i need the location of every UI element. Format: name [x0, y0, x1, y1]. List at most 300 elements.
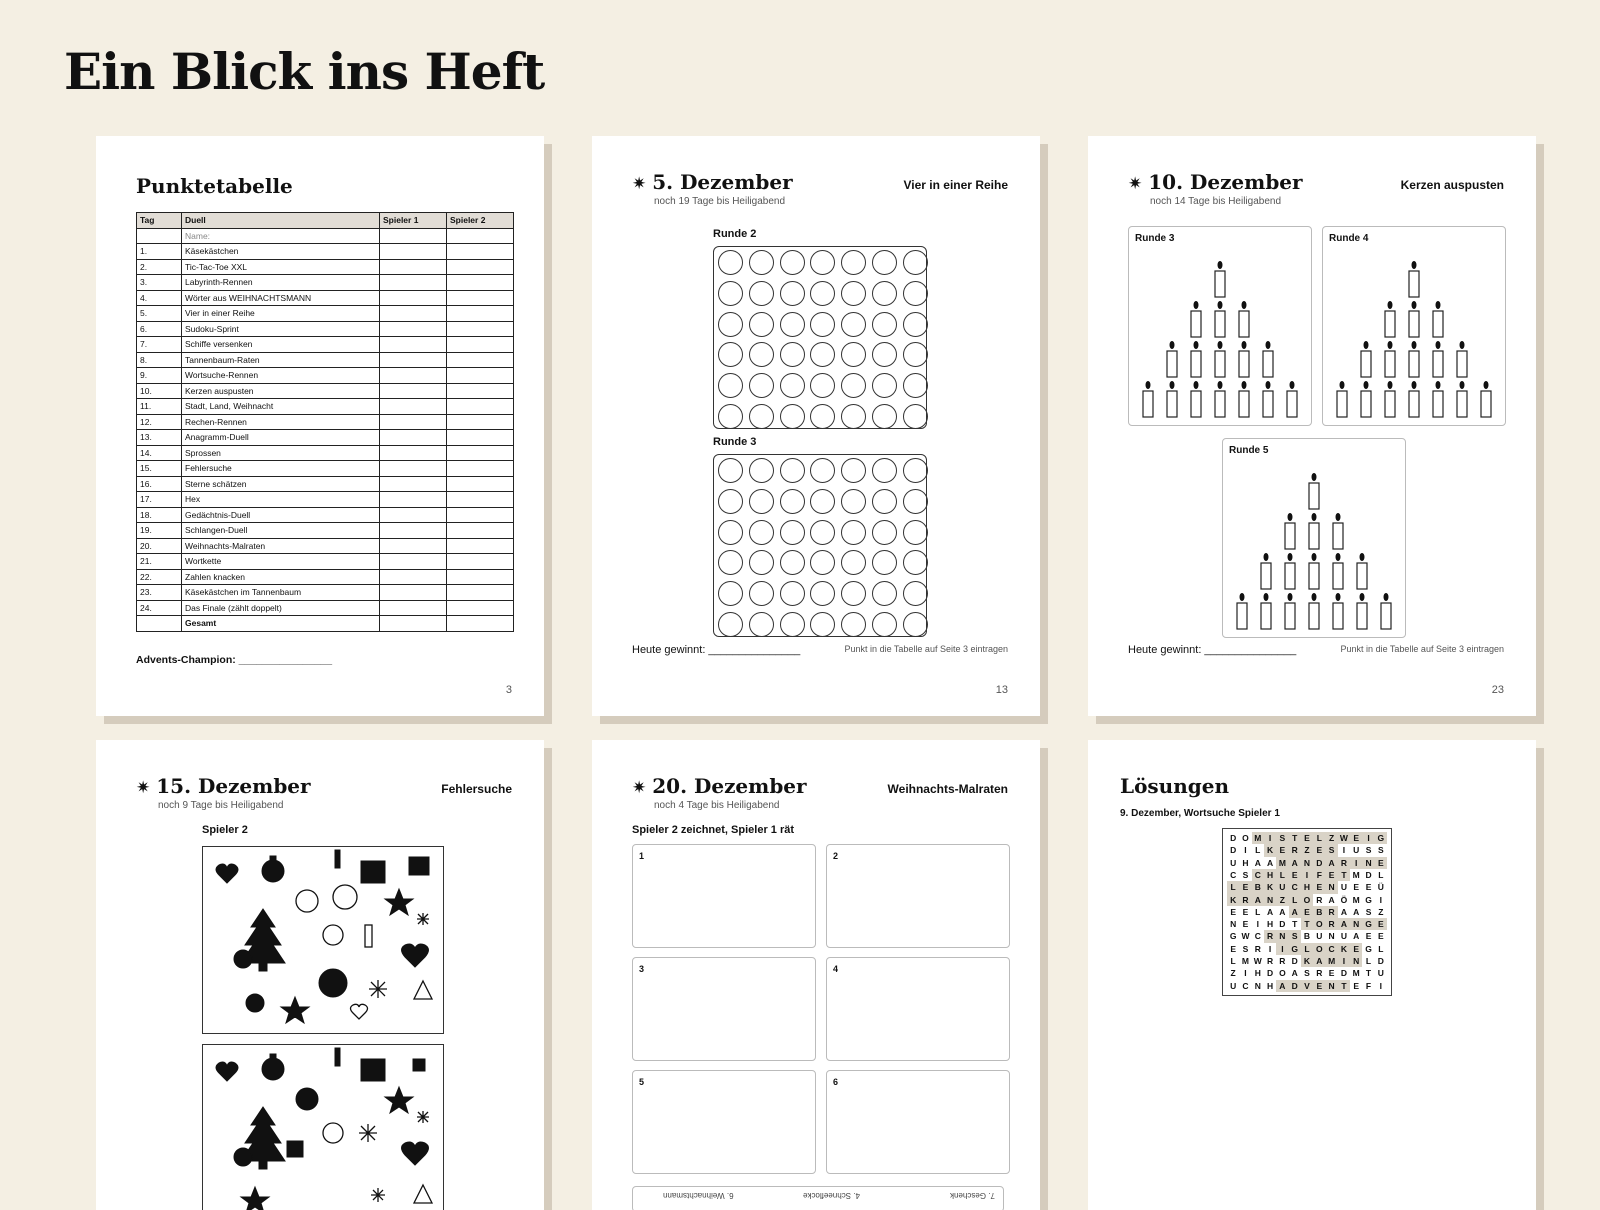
- column-header: Spieler 1: [380, 213, 447, 229]
- candle-icon: [1239, 341, 1249, 377]
- grid-letter: A: [1338, 918, 1350, 930]
- days-until-christmas: noch 14 Tage bis Heiligabend: [1150, 196, 1282, 207]
- board-hole: [749, 489, 774, 514]
- table-row: [137, 600, 514, 616]
- grid-letter: E: [1365, 882, 1372, 893]
- grid-letter: V: [1301, 980, 1313, 992]
- table-cell: 21.: [137, 554, 182, 570]
- board-hole: [810, 520, 835, 545]
- grid-letter: U: [1340, 882, 1347, 893]
- player-label: Spieler 2: [202, 824, 248, 836]
- table-cell: 17.: [137, 492, 182, 508]
- board-hole: [841, 312, 866, 337]
- table-cell: [380, 523, 447, 539]
- grid-letter: T: [1289, 832, 1301, 844]
- candle-icon: [1433, 341, 1443, 377]
- grid-letter: O: [1313, 918, 1325, 930]
- grid-letter: R: [1316, 894, 1323, 905]
- board-hole: [872, 250, 897, 275]
- days-until-christmas: noch 9 Tage bis Heiligabend: [158, 800, 284, 811]
- table-row: [137, 507, 514, 523]
- table-cell: [137, 616, 182, 632]
- grid-letter: G: [1362, 918, 1374, 930]
- grid-letter: G: [1365, 943, 1372, 954]
- grid-letter: K: [1227, 894, 1239, 906]
- candle-pyramid: [1129, 227, 1311, 425]
- candle-icon: [1191, 341, 1201, 377]
- grid-letter: A: [1325, 857, 1337, 869]
- grid-letter: C: [1252, 869, 1264, 881]
- grid-letter: D: [1267, 968, 1274, 979]
- grid-letter: H: [1254, 968, 1261, 979]
- table-cell: [447, 414, 514, 430]
- grid-letter: W: [1253, 956, 1262, 967]
- candle-icon: [1457, 341, 1467, 377]
- board-hole: [810, 458, 835, 483]
- preview-page-dec-10: [1088, 136, 1536, 716]
- grid-letter: K: [1301, 955, 1313, 967]
- table-row: [137, 321, 514, 337]
- board-hole: [810, 581, 835, 606]
- box-number: 4: [833, 964, 839, 974]
- table-cell: 15.: [137, 461, 182, 477]
- candle-icon: [1215, 261, 1225, 297]
- grid-letter: A: [1328, 894, 1335, 905]
- grid-letter: L: [1365, 956, 1372, 967]
- candle-icon: [1309, 473, 1319, 509]
- grid-letter: I: [1301, 869, 1313, 881]
- grid-letter: I: [1379, 980, 1383, 991]
- table-row: [137, 337, 514, 353]
- board-hole: [718, 550, 743, 575]
- grid-letter: I: [1342, 845, 1346, 856]
- table-cell: [380, 259, 447, 275]
- grid-letter: N: [1328, 931, 1335, 942]
- board-hole: [903, 458, 928, 483]
- board-hole: [872, 458, 897, 483]
- winner-line: Heute gewinnt: _______________: [632, 644, 801, 656]
- grid-letter: R: [1267, 956, 1274, 967]
- grid-letter: Ö: [1340, 894, 1348, 905]
- table-row: [137, 414, 514, 430]
- grid-letter: E: [1289, 869, 1301, 881]
- table-cell: [380, 492, 447, 508]
- table-cell: Wörter aus WEIHNACHTSMANN: [182, 290, 380, 306]
- grid-letter: R: [1279, 956, 1286, 967]
- board-hole: [903, 489, 928, 514]
- page-title: Punktetabelle: [136, 174, 293, 198]
- grid-letter: U: [1230, 980, 1237, 991]
- board-hole: [872, 520, 897, 545]
- christmas-symbols-image: [203, 1045, 443, 1210]
- connect-four-board: [713, 246, 927, 429]
- candle-icon: [1261, 553, 1271, 589]
- table-cell: [380, 306, 447, 322]
- grid-letter: N: [1254, 980, 1261, 991]
- table-cell: [380, 337, 447, 353]
- grid-letter: M: [1276, 857, 1288, 869]
- page-number: 23: [1491, 684, 1504, 696]
- board-hole: [841, 520, 866, 545]
- board-hole: [780, 250, 805, 275]
- table-row: [137, 275, 514, 291]
- table-cell: [380, 414, 447, 430]
- table-cell: [447, 352, 514, 368]
- grid-letter: A: [1340, 906, 1347, 917]
- table-row: [137, 554, 514, 570]
- table-cell: Rechen-Rennen: [182, 414, 380, 430]
- answer-text: 4. Schneeflocke: [803, 1191, 860, 1200]
- grid-letter: S: [1365, 906, 1372, 917]
- grid-letter: C: [1254, 931, 1261, 942]
- table-cell: Tannenbaum-Raten: [182, 352, 380, 368]
- table-cell: [447, 538, 514, 554]
- table-cell: Käsekästchen im Tannenbaum: [182, 585, 380, 601]
- game-name: Vier in einer Reihe: [903, 178, 1008, 192]
- table-cell: [380, 445, 447, 461]
- grid-letter: U: [1276, 881, 1288, 893]
- grid-letter: H: [1301, 881, 1313, 893]
- board-hole: [718, 281, 743, 306]
- drawing-box: [632, 844, 816, 948]
- grid-letter: U: [1377, 968, 1384, 979]
- table-cell: Sudoku-Sprint: [182, 321, 380, 337]
- candle-icon: [1285, 513, 1295, 549]
- grid-letter: U: [1340, 931, 1347, 942]
- game-name: Weihnachts-Malraten: [887, 782, 1008, 796]
- grid-letter: O: [1279, 968, 1286, 979]
- candle-icon: [1215, 301, 1225, 337]
- table-cell: Zahlen knacken: [182, 569, 380, 585]
- grid-letter: G: [1375, 832, 1387, 844]
- board-hole: [749, 581, 774, 606]
- board-hole: [749, 612, 774, 637]
- board-hole: [780, 342, 805, 367]
- grid-letter: Z: [1230, 968, 1236, 979]
- table-cell: 9.: [137, 368, 182, 384]
- board-hole: [903, 404, 928, 429]
- grid-letter: S: [1276, 832, 1288, 844]
- candle-icon: [1263, 341, 1273, 377]
- star-icon: ✷: [632, 174, 647, 194]
- grid-letter: U: [1316, 931, 1323, 942]
- board-hole: [810, 312, 835, 337]
- table-cell: [380, 383, 447, 399]
- grid-letter: Z: [1325, 832, 1337, 844]
- table-note: Punkt in die Tabelle auf Seite 3 eintragen: [844, 644, 1008, 654]
- table-cell: Kerzen auspusten: [182, 383, 380, 399]
- table-cell: 11.: [137, 399, 182, 415]
- table-cell: [447, 507, 514, 523]
- table-cell: 22.: [137, 569, 182, 585]
- candle-icon: [1361, 341, 1371, 377]
- table-row: [137, 430, 514, 446]
- table-cell: Wortkette: [182, 554, 380, 570]
- word-search-grid: [1222, 828, 1392, 996]
- table-cell: [380, 616, 447, 632]
- grid-letter: N: [1350, 918, 1362, 930]
- table-cell: [447, 523, 514, 539]
- round-label: Runde 2: [713, 228, 757, 240]
- table-cell: Hex: [182, 492, 380, 508]
- table-cell: [447, 445, 514, 461]
- candle-icon: [1333, 513, 1343, 549]
- board-hole: [749, 342, 774, 367]
- board-hole: [841, 342, 866, 367]
- table-cell: [380, 569, 447, 585]
- grid-letter: F: [1365, 980, 1372, 991]
- grid-letter: L: [1227, 881, 1239, 893]
- grid-letter: D: [1289, 980, 1301, 992]
- page-headline: Ein Blick ins Heft: [64, 42, 545, 101]
- box-number: 6: [833, 1077, 839, 1087]
- grid-letter: E: [1350, 832, 1362, 844]
- grid-letter: L: [1289, 894, 1301, 906]
- box-number: 5: [639, 1077, 645, 1087]
- board-hole: [903, 281, 928, 306]
- board-hole: [810, 612, 835, 637]
- candle-icon: [1215, 341, 1225, 377]
- day-title-text: 20. Dezember: [652, 774, 807, 798]
- board-hole: [872, 281, 897, 306]
- board-hole: [872, 312, 897, 337]
- table-cell: Gedächtnis-Duell: [182, 507, 380, 523]
- page-number: 3: [505, 684, 512, 696]
- grid-letter: E: [1230, 943, 1236, 954]
- grid-letter: E: [1239, 881, 1251, 893]
- drawing-box: [826, 844, 1010, 948]
- board-hole: [749, 281, 774, 306]
- grid-letter: M: [1241, 956, 1249, 967]
- candle-icon: [1167, 341, 1177, 377]
- candle-icon: [1287, 381, 1297, 417]
- board-hole: [841, 612, 866, 637]
- table-row: [137, 538, 514, 554]
- drawing-box: [632, 1070, 816, 1174]
- table-cell: [380, 507, 447, 523]
- score-table: [136, 212, 514, 632]
- candle-icon: [1309, 593, 1319, 629]
- page-title: Lösungen: [1120, 774, 1229, 798]
- grid-letter: E: [1242, 919, 1249, 930]
- grid-letter: I: [1338, 955, 1350, 967]
- star-icon: ✷: [1128, 174, 1143, 194]
- table-cell: Stadt, Land, Weihnacht: [182, 399, 380, 415]
- candle-icon: [1409, 381, 1419, 417]
- table-cell: [447, 259, 514, 275]
- grid-letter: A: [1267, 857, 1274, 868]
- grid-letter: E: [1301, 906, 1313, 918]
- candle-icon: [1357, 553, 1367, 589]
- grid-letter: N: [1301, 857, 1313, 869]
- board-hole: [749, 458, 774, 483]
- grid-letter: Z: [1276, 894, 1288, 906]
- table-cell: [447, 569, 514, 585]
- board-hole: [872, 404, 897, 429]
- grid-letter: M: [1352, 869, 1360, 880]
- picture-a: [202, 846, 444, 1034]
- grid-letter: A: [1276, 980, 1288, 992]
- grid-letter: G: [1229, 931, 1237, 942]
- table-cell: 3.: [137, 275, 182, 291]
- preview-page-dec-15: [96, 740, 544, 1210]
- grid-letter: D: [1230, 845, 1237, 856]
- board-hole: [872, 612, 897, 637]
- day-title-text: 10. Dezember: [1148, 170, 1303, 194]
- table-cell: [380, 228, 447, 244]
- board-hole: [780, 489, 805, 514]
- board-hole: [749, 404, 774, 429]
- grid-letter: L: [1255, 906, 1261, 917]
- grid-letter: H: [1267, 919, 1274, 930]
- grid-letter: A: [1252, 894, 1264, 906]
- grid-letter: O: [1301, 894, 1313, 906]
- grid-letter: U: [1353, 845, 1360, 856]
- board-hole: [841, 404, 866, 429]
- table-row: [137, 244, 514, 260]
- board-hole: [718, 520, 743, 545]
- table-cell: 10.: [137, 383, 182, 399]
- candle-icon: [1357, 593, 1367, 629]
- grid-letter: C: [1289, 881, 1301, 893]
- board-hole: [872, 342, 897, 367]
- table-cell: [447, 368, 514, 384]
- table-cell: [380, 538, 447, 554]
- candle-icon: [1409, 301, 1419, 337]
- winner-line: Heute gewinnt: _______________: [1128, 644, 1297, 656]
- grid-letter: L: [1313, 832, 1325, 844]
- grid-letter: E: [1230, 906, 1236, 917]
- candle-icon: [1333, 593, 1343, 629]
- table-cell: Anagramm-Duell: [182, 430, 380, 446]
- round-label: Runde 5: [1229, 445, 1269, 456]
- grid-letter: I: [1362, 832, 1374, 844]
- grid-letter: T: [1338, 980, 1350, 992]
- grid-letter: K: [1264, 881, 1276, 893]
- table-cell: 1.: [137, 244, 182, 260]
- table-cell: [447, 492, 514, 508]
- candle-icon: [1309, 513, 1319, 549]
- answer-text: 6. Weihnachtsmann: [663, 1191, 734, 1200]
- board-hole: [718, 458, 743, 483]
- table-cell: 13.: [137, 430, 182, 446]
- grid-letter: A: [1353, 931, 1360, 942]
- table-cell: Name:: [182, 228, 380, 244]
- grid-letter: R: [1264, 930, 1276, 942]
- table-cell: [447, 306, 514, 322]
- table-cell: [380, 321, 447, 337]
- grid-letter: A: [1291, 968, 1298, 979]
- grid-letter: R: [1254, 943, 1261, 954]
- board-hole: [810, 550, 835, 575]
- board-hole: [841, 281, 866, 306]
- grid-letter: A: [1254, 857, 1261, 868]
- drawing-box: [632, 957, 816, 1061]
- grid-letter: L: [1276, 869, 1288, 881]
- day-title: [1128, 170, 1303, 194]
- candle-round-box: [1222, 438, 1406, 638]
- table-cell: [380, 430, 447, 446]
- candle-icon: [1385, 301, 1395, 337]
- board-hole: [749, 520, 774, 545]
- board-hole: [841, 489, 866, 514]
- table-row: [137, 616, 514, 632]
- grid-letter: E: [1325, 869, 1337, 881]
- grid-letter: N: [1264, 894, 1276, 906]
- grid-letter: T: [1338, 869, 1350, 881]
- board-hole: [903, 581, 928, 606]
- grid-letter: E: [1313, 881, 1325, 893]
- connect-four-board: [713, 454, 927, 637]
- candle-icon: [1167, 381, 1177, 417]
- table-cell: [380, 399, 447, 415]
- grid-letter: M: [1252, 832, 1264, 844]
- preview-page-dec-20: [592, 740, 1040, 1210]
- grid-letter: C: [1325, 943, 1337, 955]
- candle-icon: [1285, 553, 1295, 589]
- table-row: [137, 383, 514, 399]
- board-hole: [718, 250, 743, 275]
- grid-letter: B: [1313, 906, 1325, 918]
- grid-letter: E: [1301, 832, 1313, 844]
- board-hole: [780, 373, 805, 398]
- grid-letter: M: [1325, 955, 1337, 967]
- board-hole: [718, 489, 743, 514]
- round-label: Runde 4: [1329, 233, 1369, 244]
- board-hole: [903, 373, 928, 398]
- box-number: 2: [833, 851, 839, 861]
- candle-icon: [1361, 381, 1371, 417]
- candle-icon: [1433, 301, 1443, 337]
- grid-letter: R: [1325, 918, 1337, 930]
- grid-letter: H: [1264, 869, 1276, 881]
- grid-letter: R: [1338, 857, 1350, 869]
- table-cell: [380, 585, 447, 601]
- instruction: Spieler 2 zeichnet, Spieler 1 rät: [632, 824, 795, 836]
- day-title: [632, 774, 807, 798]
- board-hole: [780, 312, 805, 337]
- grid-letter: S: [1304, 968, 1310, 979]
- candle-icon: [1263, 381, 1273, 417]
- days-until-christmas: noch 19 Tage bis Heiligabend: [654, 196, 786, 207]
- board-hole: [841, 550, 866, 575]
- table-row: [137, 492, 514, 508]
- grid-letter: D: [1365, 869, 1372, 880]
- board-hole: [810, 250, 835, 275]
- grid-letter: A: [1313, 955, 1325, 967]
- box-number: 1: [639, 851, 645, 861]
- drawing-box: [826, 957, 1010, 1061]
- board-hole: [780, 520, 805, 545]
- board-hole: [718, 312, 743, 337]
- grid-letter: A: [1353, 906, 1360, 917]
- column-header: Tag: [137, 213, 182, 229]
- table-cell: [447, 600, 514, 616]
- candle-icon: [1239, 381, 1249, 417]
- table-note: Punkt in die Tabelle auf Seite 3 eintragen: [1340, 644, 1504, 654]
- board-hole: [841, 373, 866, 398]
- table-cell: [137, 228, 182, 244]
- grid-letter: E: [1328, 968, 1335, 979]
- candle-icon: [1457, 381, 1467, 417]
- table-cell: Labyrinth-Rennen: [182, 275, 380, 291]
- grid-letter: D: [1230, 833, 1237, 843]
- table-cell: [447, 275, 514, 291]
- table-cell: [380, 554, 447, 570]
- grid-letter: R: [1316, 968, 1323, 979]
- table-cell: Gesamt: [182, 616, 380, 632]
- table-cell: 7.: [137, 337, 182, 353]
